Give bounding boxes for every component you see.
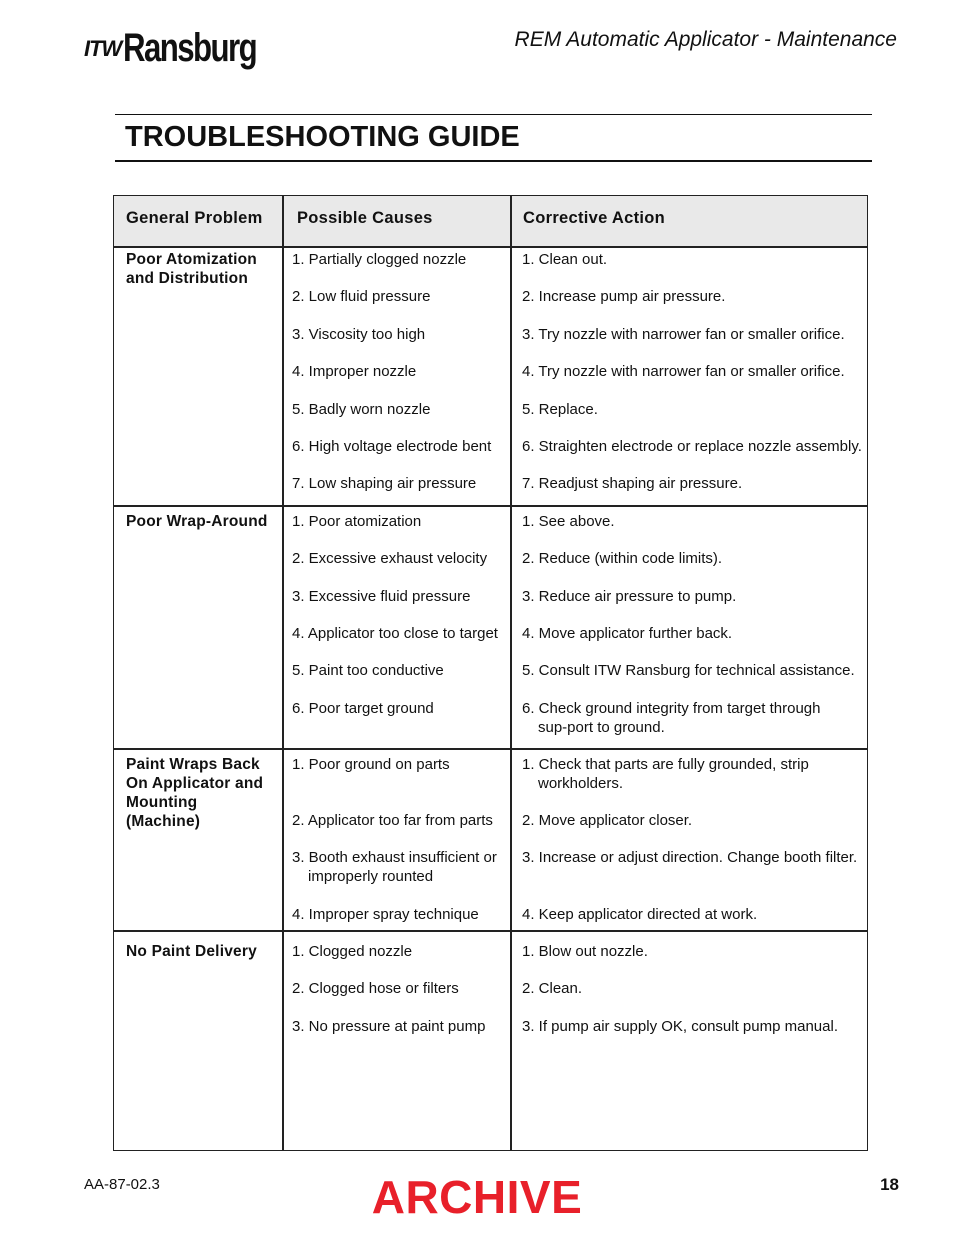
cause-item: 3. No pressure at paint pump — [292, 1018, 486, 1035]
archive-watermark: ARCHIVE — [371, 1171, 583, 1223]
header-corrective-action: Corrective Action — [523, 209, 666, 227]
page-number: 18 — [880, 1175, 899, 1194]
cause-item: 6. High voltage electrode bent — [292, 438, 492, 455]
cause-item: 1. Clogged nozzle — [292, 943, 413, 960]
troubleshooting-table — [113, 195, 868, 1151]
action-item: 4. Try nozzle with narrower fan or smaller orifice. — [522, 363, 845, 380]
cause-item: 5. Badly worn nozzle — [292, 401, 431, 418]
itw-ransburg-logo — [84, 22, 294, 68]
cause-item: 2. Applicator too far from parts — [292, 812, 493, 829]
action-item-wrap — [522, 699, 852, 737]
action-item: 5. Replace. — [522, 401, 598, 418]
cause-item: 1. Poor ground on parts — [292, 756, 450, 773]
section-title: TROUBLESHOOTING GUIDE — [125, 121, 520, 153]
action-item: 1. See above. — [522, 513, 615, 530]
logo-prefix: ITW — [84, 36, 122, 61]
action-item: 6. Check ground integrity from target through sup-port to ground. — [522, 700, 821, 736]
cause-item: 2. Excessive exhaust velocity — [292, 550, 488, 567]
cause-item: 6. Poor target ground — [292, 700, 434, 717]
cause-item: 1. Partially clogged nozzle — [292, 251, 467, 268]
action-item: 5. Consult ITW Ransburg for technical assistance. — [522, 662, 855, 679]
action-item: 2. Move applicator closer. — [522, 812, 693, 829]
cause-item: 2. Low fluid pressure — [292, 288, 431, 305]
problem-no-paint-delivery: No Paint Delivery — [126, 943, 257, 960]
action-item-wrap — [522, 755, 842, 793]
cause-item: 4. Improper nozzle — [292, 363, 417, 380]
document-header-title: REM Automatic Applicator - Maintenance — [514, 28, 897, 51]
cause-item: 3. Excessive fluid pressure — [292, 588, 471, 605]
action-item: 4. Move applicator further back. — [522, 625, 733, 642]
header-divider — [114, 246, 867, 248]
action-item: 2. Increase pump air pressure. — [522, 288, 726, 305]
action-item: 1. Check that parts are fully grounded, strip workholders. — [522, 756, 809, 792]
document-code: AA-87-02.3 — [84, 1176, 160, 1193]
action-item: 1. Blow out nozzle. — [522, 943, 648, 960]
logo-brand: Ransburg — [123, 26, 257, 70]
problem-poor-wrap-around: Poor Wrap-Around — [126, 513, 268, 530]
action-item: 3. If pump air supply OK, consult pump manual. — [522, 1018, 838, 1035]
title-rule-top — [115, 114, 872, 115]
group-divider — [114, 505, 867, 507]
action-item: 2. Reduce (within code limits). — [522, 550, 723, 567]
header-general-problem: General Problem — [126, 209, 263, 227]
action-item: 1. Clean out. — [522, 251, 608, 268]
cause-item: 3. Booth exhaust insufficient or improperly rounted — [292, 849, 497, 885]
group-divider — [114, 748, 867, 750]
action-item: 2. Clean. — [522, 980, 583, 997]
action-item: 6. Straighten electrode or replace nozzle assembly. — [522, 438, 862, 455]
action-item: 3. Try nozzle with narrower fan or smaller orifice. — [522, 326, 845, 343]
group-divider — [114, 930, 867, 932]
header-possible-causes: Possible Causes — [297, 209, 433, 227]
problem-paint-wraps-back: Paint Wraps Back On Applicator and Mounting (Machine) — [126, 756, 264, 830]
cause-item-wrap — [292, 848, 508, 886]
column-divider — [282, 196, 284, 1150]
action-item: 3. Increase or adjust direction. Change booth filter. — [522, 849, 858, 866]
cause-item: 5. Paint too conductive — [292, 662, 444, 679]
cause-item: 2. Clogged hose or filters — [292, 980, 459, 997]
action-item: 4. Keep applicator directed at work. — [522, 906, 758, 923]
cause-item: 1. Poor atomization — [292, 513, 422, 530]
action-item: 3. Reduce air pressure to pump. — [522, 588, 737, 605]
table-header — [114, 196, 867, 246]
cause-item: 4. Applicator too close to target — [292, 625, 498, 642]
title-rule-bottom — [115, 160, 872, 162]
cause-item: 7. Low shaping air pressure — [292, 475, 477, 492]
problem-poor-atomization: Poor Atomization and Distribution — [126, 251, 257, 287]
cause-item: 4. Improper spray technique — [292, 906, 479, 923]
action-item: 7. Readjust shaping air pressure. — [522, 475, 743, 492]
cause-item: 3. Viscosity too high — [292, 326, 426, 343]
